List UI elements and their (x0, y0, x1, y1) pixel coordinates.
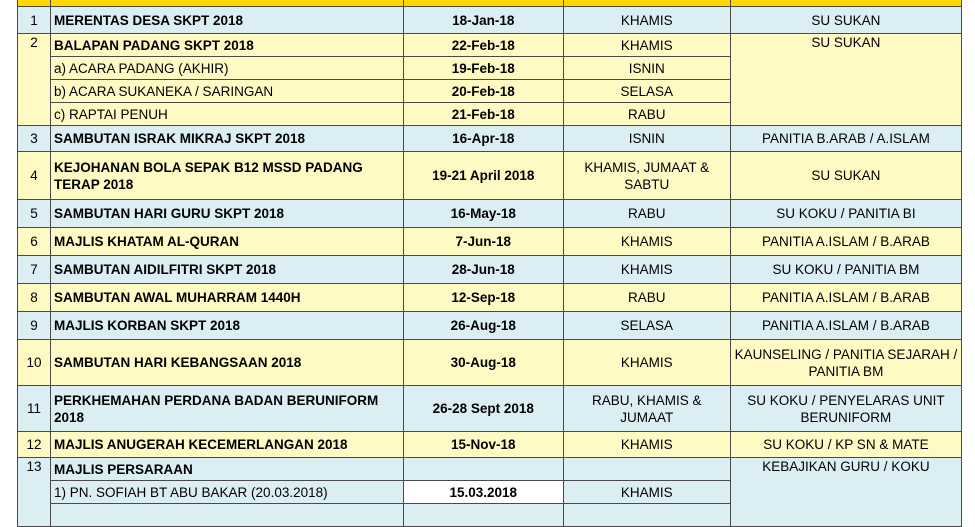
sub-event-day: ISNIN (563, 57, 730, 80)
row-number: 1 (18, 7, 51, 34)
row-number: 2 (18, 34, 51, 126)
event-name: SAMBUTAN ISRAK MIKRAJ SKPT 2018 (51, 126, 404, 152)
event-day: KHAMIS (563, 340, 730, 386)
table-row (18, 34, 962, 57)
person-in-charge: SU SUKAN (730, 34, 961, 126)
event-day: RABU (563, 284, 730, 312)
row-number: 4 (18, 152, 51, 200)
sub-event-name-empty (51, 504, 404, 527)
event-day: RABU, KHAMIS & JUMAAT (563, 386, 730, 432)
event-date: 18-Jan-18 (403, 7, 563, 34)
sub-event-date: 21-Feb-18 (403, 103, 563, 126)
row-number: 8 (18, 284, 51, 312)
event-name: MAJLIS KHATAM AL-QURAN (51, 228, 404, 256)
row-number: 9 (18, 312, 51, 340)
sub-event-day: RABU (563, 103, 730, 126)
event-date: 19-21 April 2018 (403, 152, 563, 200)
sub-event-name: 1) PN. SOFIAH BT ABU BAKAR (20.03.2018) (51, 481, 404, 504)
event-name: MAJLIS ANUGERAH KECEMERLANGAN 2018 (51, 432, 404, 458)
event-date: 22-Feb-18 (403, 34, 563, 57)
event-date: 16-May-18 (403, 200, 563, 228)
event-date: 7-Jun-18 (403, 228, 563, 256)
event-day: ISNIN (563, 126, 730, 152)
row-number: 6 (18, 228, 51, 256)
table-row (18, 152, 962, 200)
row-number: 10 (18, 340, 51, 386)
event-day: RABU (563, 200, 730, 228)
table-row (18, 200, 962, 228)
sub-event-date: 15.03.2018 (403, 481, 563, 504)
event-day: KHAMIS (563, 432, 730, 458)
person-in-charge: SU SUKAN (730, 152, 961, 200)
row-number: 11 (18, 386, 51, 432)
sub-event-day: KHAMIS (563, 481, 730, 504)
person-in-charge: SU SUKAN (730, 7, 961, 34)
event-day: KHAMIS (563, 228, 730, 256)
row-number: 7 (18, 256, 51, 284)
sub-event-date: 19-Feb-18 (403, 57, 563, 80)
event-day: KHAMIS (563, 7, 730, 34)
table-row (18, 228, 962, 256)
sub-event-date-empty (403, 504, 563, 527)
event-day: KHAMIS (563, 256, 730, 284)
table-row (18, 340, 962, 386)
event-date: 26-Aug-18 (403, 312, 563, 340)
event-name: MERENTAS DESA SKPT 2018 (51, 7, 404, 34)
person-in-charge: PANITIA A.ISLAM / B.ARAB (730, 284, 961, 312)
row-number: 3 (18, 126, 51, 152)
sub-event-day-empty (563, 504, 730, 527)
event-date: 30-Aug-18 (403, 340, 563, 386)
sub-event-day: SELASA (563, 80, 730, 103)
person-in-charge: SU KOKU / PANITIA BI (730, 200, 961, 228)
event-name: BALAPAN PADANG SKPT 2018 (51, 34, 404, 57)
event-date (403, 458, 563, 481)
event-day: SELASA (563, 312, 730, 340)
event-date: 12-Sep-18 (403, 284, 563, 312)
event-day: KHAMIS (563, 34, 730, 57)
table-row (18, 7, 962, 34)
person-in-charge: SU KOKU / PENYELARAS UNIT BERUNIFORM (730, 386, 961, 432)
event-day (563, 458, 730, 481)
event-date: 16-Apr-18 (403, 126, 563, 152)
event-name: SAMBUTAN AIDILFITRI SKPT 2018 (51, 256, 404, 284)
row-number: 5 (18, 200, 51, 228)
person-in-charge: PANITIA A.ISLAM / B.ARAB (730, 228, 961, 256)
event-name: MAJLIS KORBAN SKPT 2018 (51, 312, 404, 340)
person-in-charge: SU KOKU / KP SN & MATE (730, 432, 961, 458)
event-day: KHAMIS, JUMAAT & SABTU (563, 152, 730, 200)
event-name: KEJOHANAN BOLA SEPAK B12 MSSD PADANG TERAP 2018 (51, 152, 404, 200)
table-row (18, 386, 962, 432)
sub-event-name: a) ACARA PADANG (AKHIR) (51, 57, 404, 80)
event-name: SAMBUTAN AWAL MUHARRAM 1440H (51, 284, 404, 312)
activity-table (17, 0, 962, 527)
person-in-charge: KEBAJIKAN GURU / KOKU (730, 458, 961, 527)
table-row (18, 458, 962, 481)
sub-event-name: b) ACARA SUKANEKA / SARINGAN (51, 80, 404, 103)
table-row (18, 312, 962, 340)
row-number: 13 (18, 458, 51, 527)
event-date: 15-Nov-18 (403, 432, 563, 458)
event-name: MAJLIS PERSARAAN (51, 458, 404, 481)
table-row (18, 432, 962, 458)
person-in-charge: PANITIA B.ARAB / A.ISLAM (730, 126, 961, 152)
row-number: 12 (18, 432, 51, 458)
event-date: 26-28 Sept 2018 (403, 386, 563, 432)
sub-event-name: c) RAPTAI PENUH (51, 103, 404, 126)
event-name: SAMBUTAN HARI GURU SKPT 2018 (51, 200, 404, 228)
event-name: PERKHEMAHAN PERDANA BADAN BERUNIFORM 2018 (51, 386, 404, 432)
event-date: 28-Jun-18 (403, 256, 563, 284)
sub-event-date: 20-Feb-18 (403, 80, 563, 103)
person-in-charge: KAUNSELING / PANITIA SEJARAH / PANITIA BM (730, 340, 961, 386)
person-in-charge: SU KOKU / PANITIA BM (730, 256, 961, 284)
table-row (18, 126, 962, 152)
table-row (18, 284, 962, 312)
person-in-charge: PANITIA A.ISLAM / B.ARAB (730, 312, 961, 340)
event-name: SAMBUTAN HARI KEBANGSAAN 2018 (51, 340, 404, 386)
table-row (18, 256, 962, 284)
